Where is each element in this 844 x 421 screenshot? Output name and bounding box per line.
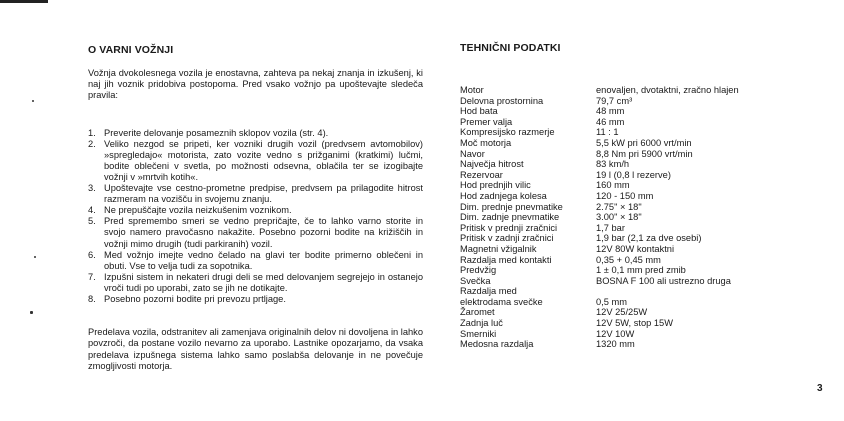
rule-item (88, 294, 423, 305)
rule-number: 4. (88, 205, 96, 216)
spec-label: Predvžig (460, 265, 497, 276)
spec-label: Pritisk v prednji zračnici (460, 222, 558, 233)
spec-label: Dim. zadnje pnevmatike (460, 212, 560, 223)
spec-value: 2.75" × 18" (596, 201, 642, 212)
specs-table (460, 85, 739, 350)
spec-row (460, 138, 739, 149)
spec-row (460, 96, 739, 107)
spec-value: 12V 25/25W (596, 307, 648, 318)
spec-label: Razdalja med (460, 286, 517, 297)
rule-item (88, 250, 423, 272)
spec-value: 0,35 + 0,45 mm (596, 254, 661, 265)
rule-item (88, 205, 423, 216)
rule-text: Izpušni sistem in nekateri drugi deli se med delovanjem segrejejo in ostanejo vroči tudi po uporabi, zato se jih ne dotikajte. (104, 271, 423, 293)
safe-riding-intro: Vožnja dvokolesnega vozila je enostavna, zahteva pa nekaj znanja in izkušenj, ki naj jih voznik pridobiva postopoma. Pred vsako vožnjo pa upoštevajte sledeča pravila: (88, 68, 423, 101)
rule-number: 2. (88, 138, 96, 149)
spec-label: Največja hitrost (460, 159, 524, 170)
spec-row (460, 307, 739, 318)
spec-value: 1 ± 0,1 mm pred zmib (596, 265, 686, 276)
spec-value: 19 l (0,8 l rezerve) (596, 169, 671, 180)
technical-data-section (460, 42, 800, 350)
spec-row (460, 127, 739, 138)
spec-label: Hod zadnjega kolesa (460, 190, 547, 201)
spec-value: 120 - 150 mm (596, 190, 654, 201)
spec-value: 48 mm (596, 106, 625, 117)
spec-label: Moč motorja (460, 137, 512, 148)
spec-value: 12V 5W, stop 15W (596, 318, 673, 329)
spec-label: Rezervoar (460, 169, 503, 180)
rule-item (88, 183, 423, 205)
spec-row (460, 286, 739, 297)
spec-row (460, 244, 739, 255)
modification-warning: Predelava vozila, odstranitev ali zamenjava originalnih delov ni dovoljena in lahko povzroči, da postane vozilo nevarno za uporabo. Lastnike opozarjamo, da vsaka predelava izpušnega sistema lahko samo poslabša delovanje in ne povečuje zmogljivosti motorja. (88, 327, 423, 371)
spec-row (460, 180, 739, 191)
spec-label: Dim. prednje pnevmatike (460, 201, 563, 212)
spec-label: Magnetni vžigalnik (460, 243, 537, 254)
rule-number: 8. (88, 294, 96, 305)
spec-row (460, 318, 739, 329)
spec-value: 12V 80W kontaktni (596, 243, 675, 254)
page-number: 3 (817, 383, 823, 394)
spec-value: 46 mm (596, 116, 625, 127)
technical-data-title: TEHNIČNI PODATKI (460, 42, 561, 54)
spec-row (460, 85, 739, 96)
spec-row (460, 149, 739, 160)
spec-label: Premer valja (460, 116, 513, 127)
spec-row (460, 233, 739, 244)
spec-label: Zadnja luč (460, 318, 503, 329)
spec-row (460, 329, 739, 340)
spec-row (460, 202, 739, 213)
spec-label: Pritisk v zadnji zračnici (460, 233, 554, 244)
spec-row (460, 212, 739, 223)
spec-label: Medosna razdalja (460, 339, 534, 350)
spec-row (460, 297, 739, 308)
spec-label: Hod prednjih vilic (460, 180, 531, 191)
spec-label: Svečka (460, 275, 491, 286)
spec-row (460, 117, 739, 128)
spec-row (460, 339, 739, 350)
rule-text: Upoštevajte vse cestno-prometne predpise, predvsem pa prilagodite hitrost razmeram na vozišču in svojemu znanju. (104, 183, 423, 205)
scan-edge-mark (0, 0, 48, 3)
spec-label: Delovna prostornina (460, 95, 544, 106)
spec-row (460, 159, 739, 170)
spec-row (460, 191, 739, 202)
spec-value: 1,9 bar (2,1 za dve osebi) (596, 233, 702, 244)
rule-text: Posebno pozorni bodite pri prevozu prtljage. (104, 294, 286, 305)
spec-value: enovaljen, dvotaktni, zračno hlajen (596, 85, 739, 95)
spec-value: 1320 mm (596, 339, 635, 350)
rule-number: 5. (88, 216, 96, 227)
rule-item (88, 272, 423, 294)
rule-number: 6. (88, 249, 96, 260)
spec-row (460, 255, 739, 266)
spec-label: elektrodama svečke (460, 296, 543, 307)
safe-riding-section (88, 44, 423, 372)
spec-value: 160 mm (596, 180, 630, 191)
spec-row (460, 223, 739, 234)
rule-item (88, 216, 423, 249)
rule-item (88, 128, 423, 139)
rule-number: 1. (88, 127, 96, 138)
spec-value: 79,7 cm³ (596, 95, 633, 106)
spec-value: 12V 10W (596, 328, 635, 339)
safe-riding-rules (88, 128, 423, 306)
spec-row (460, 106, 739, 117)
spec-value: 1,7 bar (596, 222, 625, 233)
rule-text: Ne prepuščajte vozila neizkušenim voznikom. (104, 205, 292, 216)
spec-label: Kompresijsko razmerje (460, 127, 555, 138)
spec-label: Razdalja med kontakti (460, 254, 552, 265)
rule-text: Pred spremembo smeri se vedno prepričajte, če to lahko varno storite in svojo namero pravočasno nakažite. Posebno pozorni bodite na križiščih in vožnji mimo drugih (tudi parkiranih) vozil. (104, 216, 423, 249)
spec-value: 83 km/h (596, 159, 630, 170)
rule-number: 3. (88, 183, 96, 194)
spec-label: Smerniki (460, 328, 497, 339)
rule-number: 7. (88, 271, 96, 282)
spec-label: Navor (460, 148, 485, 159)
spec-value: 8,8 Nm pri 5900 vrt/min (596, 148, 693, 159)
spec-value: 5,5 kW pri 6000 vrt/min (596, 137, 692, 148)
spec-label: Hod bata (460, 106, 498, 117)
spec-value (596, 286, 739, 297)
scan-speck (32, 100, 34, 102)
scan-speck (34, 256, 36, 258)
spec-value: BOSNA F 100 ali ustrezno druga (596, 275, 731, 286)
rule-text: Preverite delovanje posameznih sklopov vozila (str. 4). (104, 127, 329, 138)
spec-value: 0,5 mm (596, 296, 627, 307)
safe-riding-title: O VARNI VOŽNJI (88, 44, 174, 56)
rule-text: Med vožnjo imejte vedno čelado na glavi ter bodite primerno oblečeni in obuti. Vse to velja tudi za sopotnika. (104, 249, 423, 271)
spec-row (460, 276, 739, 287)
spec-value: 11 : 1 (596, 127, 619, 138)
rule-item (88, 139, 423, 183)
spec-row (460, 170, 739, 181)
spec-row (460, 265, 739, 276)
spec-label: Motor (460, 85, 484, 95)
spec-value: 3.00" × 18" (596, 212, 642, 223)
scan-speck (30, 311, 33, 314)
rule-text: Veliko nezgod se pripeti, ker vozniki drugih vozil (predvsem avtomobilov) »spregledajo« motorista, zato vozite vedno s prižganimi (kratkimi) lučmi, bodite oblečeni v svetla, po možnosti odsevna, oblačila ter se izogibajte vožnji v »mrtvih kotih«. (104, 138, 423, 182)
spec-label: Žaromet (460, 307, 495, 318)
